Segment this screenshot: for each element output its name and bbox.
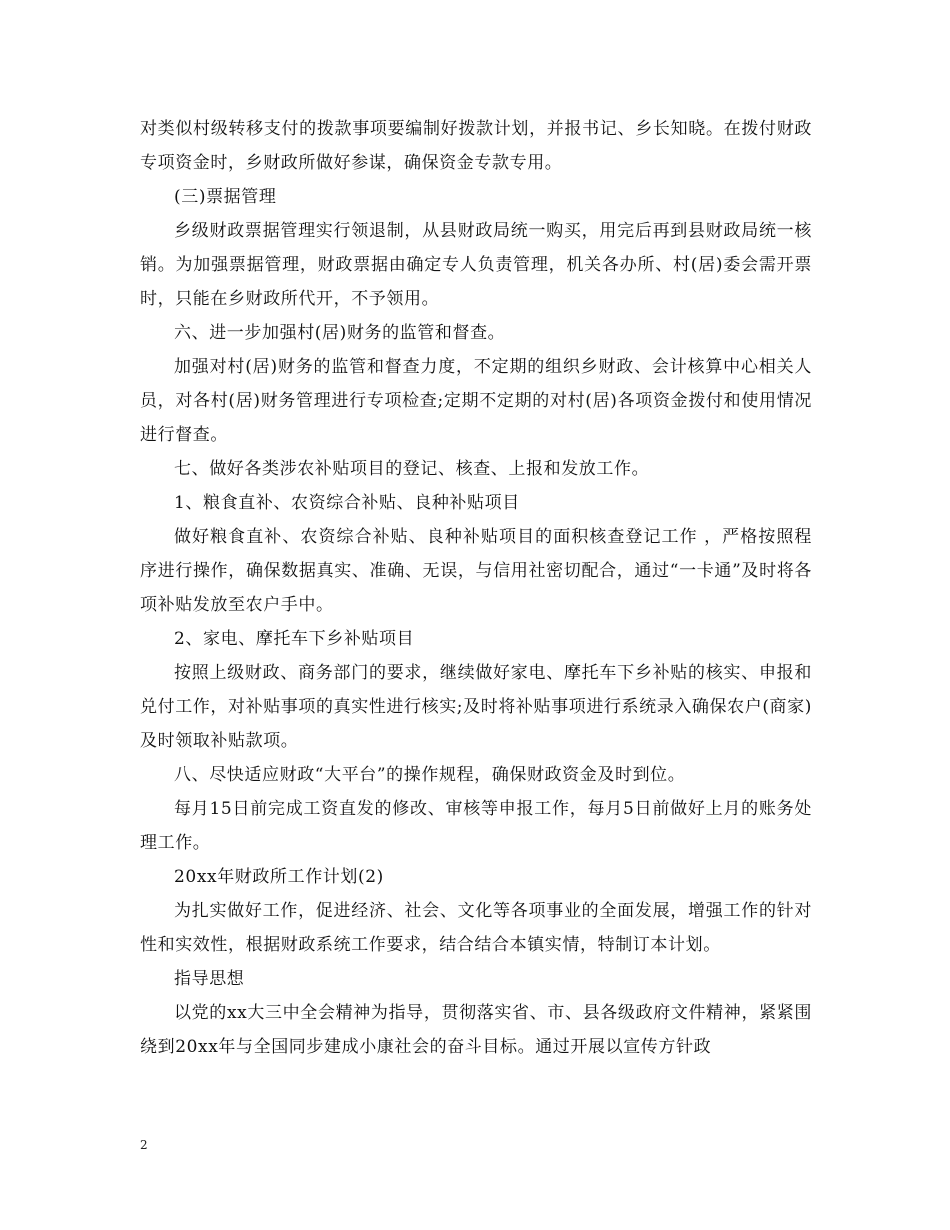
paragraph: 加强对村(居)财务的监管和督查力度，不定期的组织乡财政、会计核算中心相关人员，对各村(居)财务管理进行专项检查;定期不定期的对村(居)各项资金拨付和使用情况进行督查。 (140, 357, 812, 445)
paragraph: 七、做好各类涉农补贴项目的登记、核查、上报和发放工作。 (174, 459, 650, 479)
paragraph: 六、进一步加强村(居)财务的监管和督查。 (174, 323, 506, 343)
paragraph: 以党的xx大三中全会精神为指导，贯彻落实省、市、县各级政府文件精神，紧紧围绕到20xx年与全国同步建成小康社会的奋斗目标。通过开展以宣传方针政 (140, 1003, 812, 1057)
paragraph: 按照上级财政、商务部门的要求，继续做好家电、摩托车下乡补贴的核实、申报和兑付工作，对补贴事项的真实性进行核实;及时将补贴事项进行系统录入确保农户(商家)及时领取补贴款项。 (140, 663, 812, 751)
paragraph: 为扎实做好工作，促进经济、社会、文化等各项事业的全面发展，增强工作的针对性和实效性，根据财政系统工作要求，结合结合本镇实情，特制订本计划。 (140, 901, 812, 955)
document-body (140, 112, 812, 1064)
paragraph: 1、粮食直补、农资综合补贴、良种补贴项目 (174, 493, 520, 513)
paragraph: 指导思想 (174, 969, 245, 989)
paragraph: (三)票据管理 (174, 187, 277, 207)
paragraph: 每月15日前完成工资直发的修改、审核等申报工作，每月5日前做好上月的账务处理工作。 (140, 799, 812, 853)
paragraph: 八、尽快适应财政“大平台”的操作规程，确保财政资金及时到位。 (174, 765, 686, 785)
paragraph: 2、家电、摩托车下乡补贴项目 (174, 629, 415, 649)
paragraph: 做好粮食直补、农资综合补贴、良种补贴项目的面积核查登记工作 ，严格按照程序进行操作，确保数据真实、准确、无误，与信用社密切配合，通过“一卡通”及时将各项补贴发放至农户手中。 (140, 527, 812, 615)
paragraph: 乡级财政票据管理实行领退制，从县财政局统一购买，用完后再到县财政局统一核销。为加强票据管理，财政票据由确定专人负责管理，机关各办所、村(居)委会需开票时，只能在乡财政所代开，不予领用。 (140, 221, 812, 309)
paragraph: 20xx年财政所工作计划(2) (174, 867, 384, 887)
page-number: 2 (140, 1138, 148, 1152)
paragraph: 对类似村级转移支付的拨款事项要编制好拨款计划，并报书记、乡长知晓。在拨付财政专项资金时，乡财政所做好参谋，确保资金专款专用。 (140, 119, 812, 173)
